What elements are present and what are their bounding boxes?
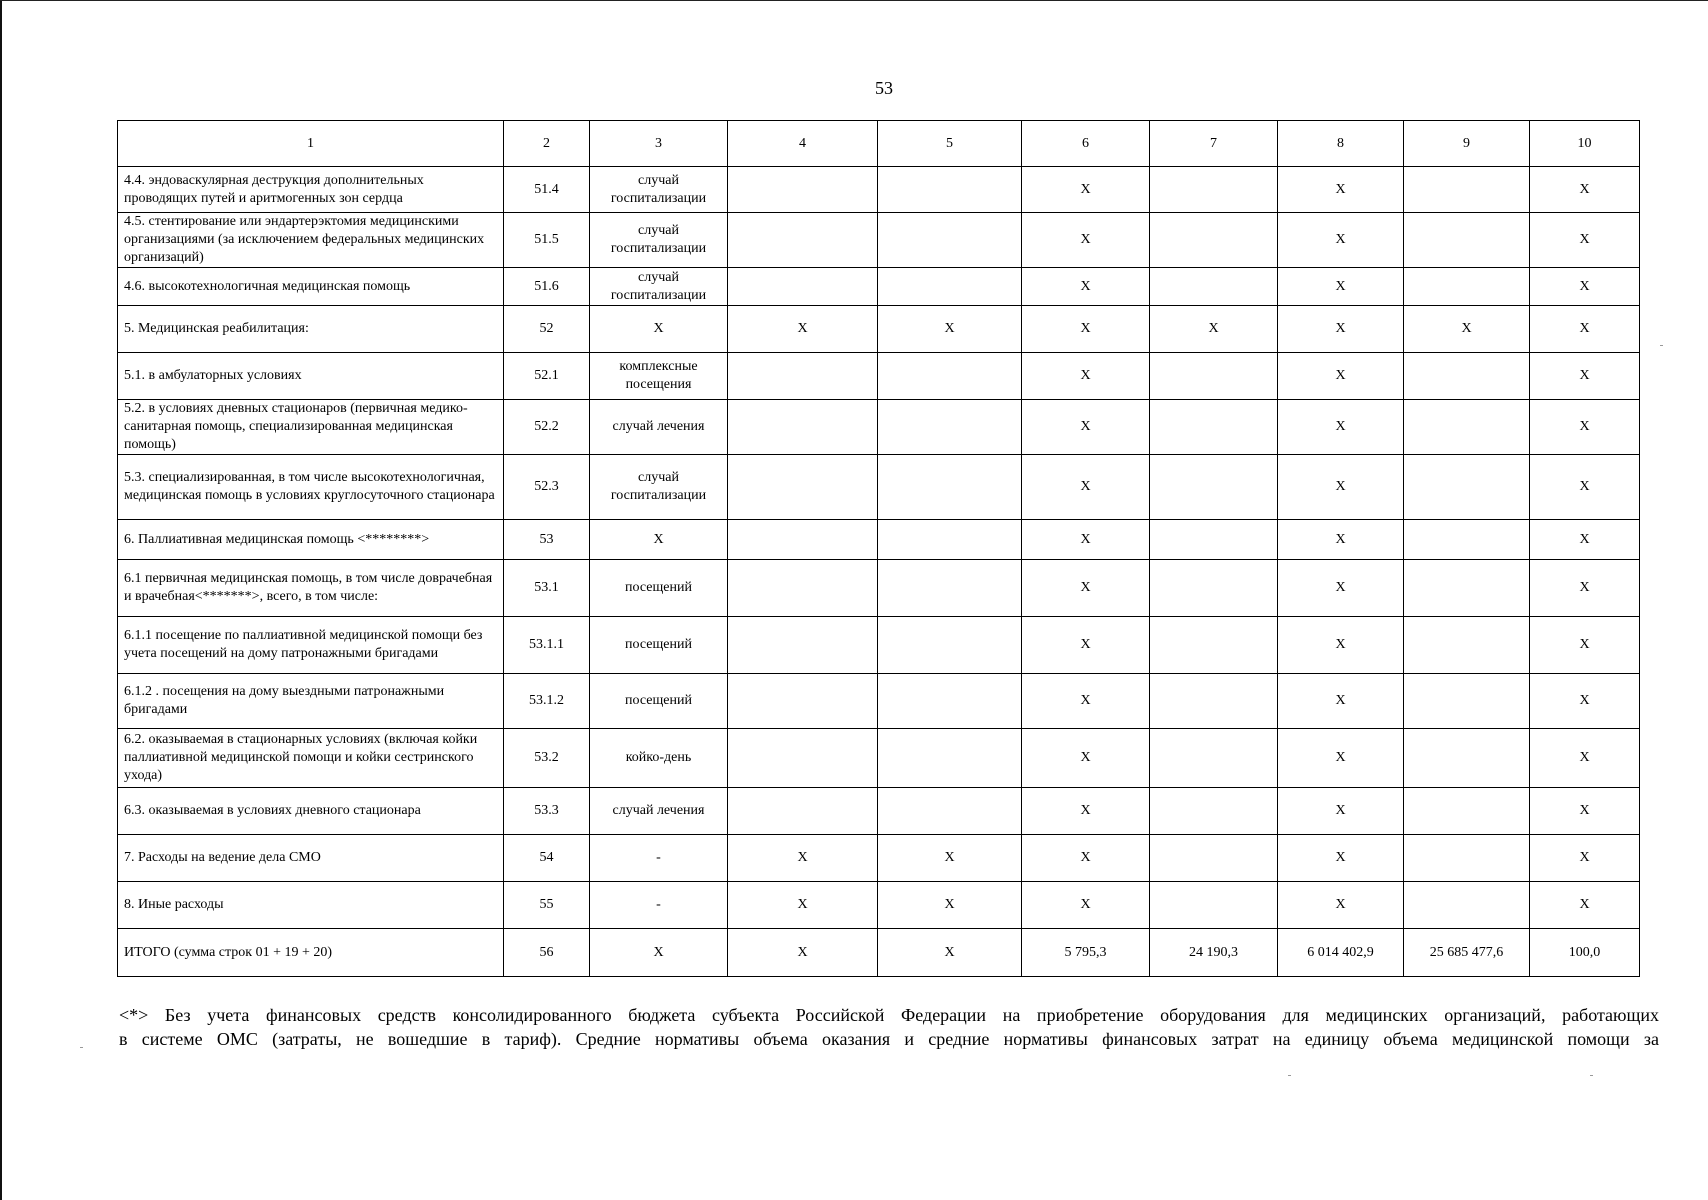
- table-row: [118, 167, 1640, 213]
- column-number-header: 1: [118, 121, 504, 167]
- table-cell: X: [1278, 353, 1404, 400]
- column-number-header: 5: [878, 121, 1022, 167]
- table-cell: X: [728, 306, 878, 353]
- table-cell: 52.1: [504, 353, 590, 400]
- table-cell: [1404, 788, 1530, 835]
- row-label: 5.2. в условиях дневных стационаров (первичная медико-санитарная помощь, специализированная медицинская помощь): [118, 400, 504, 455]
- table-cell: [1150, 560, 1278, 617]
- table-cell: X: [1278, 520, 1404, 560]
- table-cell: посещений: [590, 617, 728, 674]
- row-label: 6.2. оказываемая в стационарных условиях (включая койки паллиативной медицинской помощи и койки сестринского ухода): [118, 729, 504, 788]
- table-cell: [728, 167, 878, 213]
- table-cell: [1404, 520, 1530, 560]
- table-cell: [878, 674, 1022, 729]
- table-cell: 100,0: [1530, 929, 1640, 977]
- table-cell: 51.6: [504, 268, 590, 306]
- table-cell: [728, 520, 878, 560]
- table-cell: [1404, 617, 1530, 674]
- table-cell: 51.4: [504, 167, 590, 213]
- table-cell: X: [1530, 213, 1640, 268]
- table-cell: X: [1530, 167, 1640, 213]
- table-cell: [1150, 729, 1278, 788]
- table-cell: X: [878, 929, 1022, 977]
- row-label: 6.1.2 . посещения на дому выездными патронажными бригадами: [118, 674, 504, 729]
- table-cell: X: [590, 520, 728, 560]
- table-cell: случай госпитализации: [590, 167, 728, 213]
- table-cell: X: [590, 929, 728, 977]
- column-number-header: 7: [1150, 121, 1278, 167]
- table-row: [118, 788, 1640, 835]
- table-cell: X: [1278, 882, 1404, 929]
- table-cell: [878, 400, 1022, 455]
- table-cell: [878, 617, 1022, 674]
- row-label: 8. Иные расходы: [118, 882, 504, 929]
- table-cell: 6 014 402,9: [1278, 929, 1404, 977]
- scan-speck: [1288, 1075, 1291, 1076]
- table-cell: [1150, 835, 1278, 882]
- table-cell: X: [1022, 835, 1150, 882]
- table-cell: [878, 167, 1022, 213]
- row-label: 4.5. стентирование или эндартерэктомия медицинскими организациями (за исключением федеральных медицинских организаций): [118, 213, 504, 268]
- table-header-row: [118, 121, 1640, 167]
- table-cell: посещений: [590, 674, 728, 729]
- table-cell: X: [1150, 306, 1278, 353]
- table-cell: [878, 520, 1022, 560]
- table-cell: X: [1530, 306, 1640, 353]
- table-cell: [728, 213, 878, 268]
- row-label: 6. Паллиативная медицинская помощь <********>: [118, 520, 504, 560]
- column-number-header: 4: [728, 121, 878, 167]
- table-cell: [728, 729, 878, 788]
- table-row: [118, 835, 1640, 882]
- row-label: 7. Расходы на ведение дела СМО: [118, 835, 504, 882]
- scan-speck: [1660, 345, 1663, 346]
- table-cell: X: [1530, 674, 1640, 729]
- table-cell: [1404, 167, 1530, 213]
- table-cell: X: [878, 835, 1022, 882]
- table-cell: X: [1022, 268, 1150, 306]
- table-cell: [878, 213, 1022, 268]
- column-number-header: 3: [590, 121, 728, 167]
- row-label: 6.3. оказываемая в условиях дневного стационара: [118, 788, 504, 835]
- table-cell: X: [1022, 674, 1150, 729]
- table-cell: [1150, 617, 1278, 674]
- page-number: 53: [875, 78, 893, 98]
- table-cell: X: [1530, 560, 1640, 617]
- table-cell: X: [1278, 455, 1404, 520]
- table-cell: X: [728, 835, 878, 882]
- table-cell: X: [590, 306, 728, 353]
- table-cell: 5 795,3: [1022, 929, 1150, 977]
- table-cell: [728, 560, 878, 617]
- table-cell: X: [1022, 306, 1150, 353]
- table-cell: X: [1022, 617, 1150, 674]
- table-cell: X: [1278, 306, 1404, 353]
- table-cell: X: [1022, 400, 1150, 455]
- table-cell: [1150, 268, 1278, 306]
- table-cell: [1150, 788, 1278, 835]
- table-cell: X: [1530, 788, 1640, 835]
- table-cell: [1150, 455, 1278, 520]
- table-cell: X: [1278, 835, 1404, 882]
- table-cell: X: [1278, 729, 1404, 788]
- table-row: [118, 400, 1640, 455]
- table-cell: [878, 729, 1022, 788]
- table-row: [118, 674, 1640, 729]
- table-cell: посещений: [590, 560, 728, 617]
- table-cell: 53.1: [504, 560, 590, 617]
- table-cell: [1404, 729, 1530, 788]
- row-label: 4.6. высокотехнологичная медицинская помощь: [118, 268, 504, 306]
- table-cell: X: [728, 929, 878, 977]
- column-number-header: 6: [1022, 121, 1150, 167]
- table-row: [118, 306, 1640, 353]
- table-row: [118, 882, 1640, 929]
- table-cell: случай лечения: [590, 788, 728, 835]
- table-cell: 25 685 477,6: [1404, 929, 1530, 977]
- table-cell: X: [1278, 617, 1404, 674]
- table-row: [118, 520, 1640, 560]
- table-row: [118, 268, 1640, 306]
- table-row: [118, 929, 1640, 977]
- table-cell: [1150, 353, 1278, 400]
- table-cell: X: [1278, 213, 1404, 268]
- table-cell: [878, 560, 1022, 617]
- table-cell: 52.3: [504, 455, 590, 520]
- table-cell: [1150, 674, 1278, 729]
- table-cell: X: [1530, 455, 1640, 520]
- table-cell: X: [1278, 674, 1404, 729]
- table-cell: [728, 788, 878, 835]
- table-cell: 56: [504, 929, 590, 977]
- table-row: [118, 353, 1640, 400]
- table-cell: X: [1530, 520, 1640, 560]
- table-cell: 54: [504, 835, 590, 882]
- table-cell: [1150, 520, 1278, 560]
- table-cell: X: [1530, 268, 1640, 306]
- budget-table: [117, 120, 1640, 977]
- table-cell: [1404, 882, 1530, 929]
- table-cell: X: [1530, 400, 1640, 455]
- row-label: 5.3. специализированная, в том числе высокотехнологичная, медицинская помощь в условиях круглосуточного стационара: [118, 455, 504, 520]
- column-number-header: 9: [1404, 121, 1530, 167]
- table-cell: случай госпитализации: [590, 268, 728, 306]
- table-cell: [728, 674, 878, 729]
- table-cell: 51.5: [504, 213, 590, 268]
- table-cell: X: [1022, 167, 1150, 213]
- table-cell: X: [1022, 353, 1150, 400]
- table-cell: 53.1.1: [504, 617, 590, 674]
- table-cell: [878, 455, 1022, 520]
- table-cell: -: [590, 835, 728, 882]
- footnote: [119, 1003, 1659, 1051]
- column-number-header: 10: [1530, 121, 1640, 167]
- table-cell: 52: [504, 306, 590, 353]
- table-cell: -: [590, 882, 728, 929]
- table-cell: койко-день: [590, 729, 728, 788]
- footnote-line-2: в системе ОМС (затраты, не вошедшие в тариф). Средние нормативы объема оказания и средние нормативы финансовых затрат на единицу объема медицинской помощи за: [119, 1029, 1659, 1049]
- table-body: [118, 121, 1640, 977]
- table-cell: X: [1022, 729, 1150, 788]
- table-cell: [878, 268, 1022, 306]
- table-row: [118, 560, 1640, 617]
- table-cell: [1150, 167, 1278, 213]
- table-cell: [1404, 213, 1530, 268]
- scan-left-edge: [0, 0, 2, 1200]
- table-cell: X: [1022, 520, 1150, 560]
- table-row: [118, 729, 1640, 788]
- table-cell: X: [1278, 268, 1404, 306]
- table-cell: [1150, 882, 1278, 929]
- table-cell: X: [1022, 455, 1150, 520]
- table-cell: X: [1530, 617, 1640, 674]
- table-cell: 55: [504, 882, 590, 929]
- table-cell: [1404, 455, 1530, 520]
- row-label: 5.1. в амбулаторных условиях: [118, 353, 504, 400]
- table-cell: X: [1278, 560, 1404, 617]
- table-cell: [878, 353, 1022, 400]
- footnote-line-1: <*> Без учета финансовых средств консолидированного бюджета субъекта Российской Федерации на приобретение оборудования для медицинских организаций, работающих: [119, 1005, 1659, 1025]
- table-cell: 53.1.2: [504, 674, 590, 729]
- table-cell: 53.3: [504, 788, 590, 835]
- table-cell: 24 190,3: [1150, 929, 1278, 977]
- table-cell: X: [1530, 835, 1640, 882]
- table-cell: комплексные посещения: [590, 353, 728, 400]
- table-cell: X: [1022, 882, 1150, 929]
- table-cell: случай госпитализации: [590, 213, 728, 268]
- table-row: [118, 455, 1640, 520]
- table-cell: X: [1022, 213, 1150, 268]
- table-cell: [728, 353, 878, 400]
- table-cell: X: [1022, 788, 1150, 835]
- table-cell: [1404, 674, 1530, 729]
- table-cell: случай госпитализации: [590, 455, 728, 520]
- row-label: ИТОГО (сумма строк 01 + 19 + 20): [118, 929, 504, 977]
- row-label: 4.4. эндоваскулярная деструкция дополнительных проводящих путей и аритмогенных зон сердца: [118, 167, 504, 213]
- table-cell: [1150, 400, 1278, 455]
- table-cell: X: [1022, 560, 1150, 617]
- table-cell: [728, 268, 878, 306]
- table-cell: случай лечения: [590, 400, 728, 455]
- table-cell: [1150, 213, 1278, 268]
- table-cell: X: [1404, 306, 1530, 353]
- table-cell: X: [1278, 400, 1404, 455]
- table-cell: [1404, 353, 1530, 400]
- column-number-header: 8: [1278, 121, 1404, 167]
- table-cell: X: [1530, 353, 1640, 400]
- table-cell: X: [878, 882, 1022, 929]
- table-cell: [1404, 268, 1530, 306]
- table-row: [118, 213, 1640, 268]
- row-label: 5. Медицинская реабилитация:: [118, 306, 504, 353]
- table-cell: [728, 400, 878, 455]
- table-cell: X: [878, 306, 1022, 353]
- table-cell: [878, 788, 1022, 835]
- table-cell: [1404, 400, 1530, 455]
- table-cell: [1404, 560, 1530, 617]
- scan-speck: [1590, 1075, 1593, 1076]
- table-cell: 52.2: [504, 400, 590, 455]
- table-cell: [728, 455, 878, 520]
- table-cell: X: [1278, 788, 1404, 835]
- table-cell: [1404, 835, 1530, 882]
- table-cell: X: [1530, 882, 1640, 929]
- table-cell: [728, 617, 878, 674]
- table-row: [118, 617, 1640, 674]
- row-label: 6.1.1 посещение по паллиативной медицинской помощи без учета посещений на дому патронажными бригадами: [118, 617, 504, 674]
- row-label: 6.1 первичная медицинская помощь, в том числе доврачебная и врачебная<*******>, всего, в том числе:: [118, 560, 504, 617]
- column-number-header: 2: [504, 121, 590, 167]
- table-cell: X: [1530, 729, 1640, 788]
- table-cell: X: [728, 882, 878, 929]
- scan-speck: [80, 1047, 83, 1048]
- table-cell: 53.2: [504, 729, 590, 788]
- table-cell: X: [1278, 167, 1404, 213]
- scan-top-edge: [0, 0, 1708, 1]
- table-cell: 53: [504, 520, 590, 560]
